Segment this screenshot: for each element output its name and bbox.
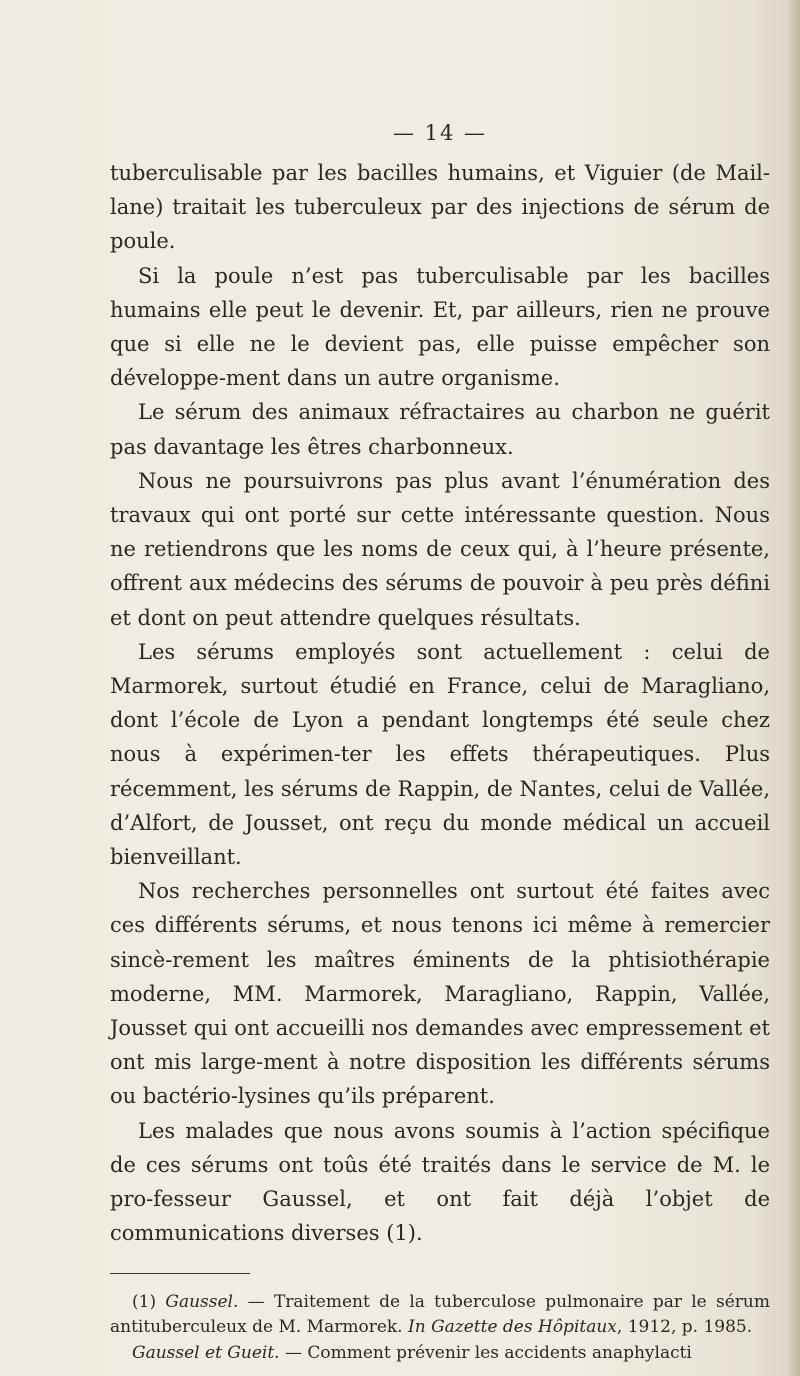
footnote-author: Gaussel et Gueit. [132, 1342, 280, 1363]
footnote-text: — Traitement de la tuberculose pulmonaire par le sérum antituberculeux de M. Marmorek. [110, 1291, 770, 1337]
paragraph-2: Si la poule n’est pas tuberculisable par les bacilles humains elle peut le devenir. Et, par ailleurs, rien ne prouve que si elle ne le devient pas, elle puisse empêcher son développe-ment dans un autre organisme. [110, 263, 770, 391]
paragraph-7: Les malades que nous avons soumis à l’action spécifique de ces sérums ont toûs été traités dans le service de M. le pro-fesseur Gaussel, et ont fait déjà l’objet de communications diverses (1). [110, 1118, 770, 1246]
body-text [110, 156, 770, 1251]
footnote-divider [110, 1273, 250, 1274]
footnote-text: — Comment prévenir les accidents anaphylacti [279, 1342, 692, 1363]
footnote-1 [110, 1290, 770, 1341]
page-number: — 14 — [392, 121, 488, 145]
footnote-author: Gaussel. [165, 1291, 239, 1312]
paragraph-1: tuberculisable par les bacilles humains, et Viguier (de Mail-lane) traitait les tuberculeux par des injections de sérum de poule. [110, 161, 770, 254]
footnote-2 [110, 1341, 770, 1367]
paragraph-4: Nous ne poursuivrons pas plus avant l’énumération des travaux qui ont porté sur cette intéressante question. Nous ne retiendrons que les noms de ceux qui, à l’heure présente, offrent aux médecins des sérums de pouvoir à peu près défini et dont on peut attendre quelques résultats. [110, 468, 770, 630]
footnote-tail: , 1912, p. 1985. [616, 1317, 753, 1337]
page-edge-shadow [786, 0, 800, 1376]
text-block [110, 118, 770, 1366]
paragraph-5: Les sérums employés sont actuellement : celui de Marmorek, surtout étudié en France, celui de Maragliano, dont l’école de Lyon a pendant longtemps été seule chez nous à expérimen-ter les effets thérapeutiques. Plus récemment, les sérums de Rappin, de Nantes, celui de Vallée, d’Alfort, de Jousset, ont reçu du monde médical un accueil bienveillant. [110, 639, 770, 870]
footnotes [110, 1290, 770, 1367]
footnote-source: In Gazette des Hôpitaux [408, 1317, 617, 1337]
paragraph-6: Nos recherches personnelles ont surtout été faites avec ces différents sérums, et nous tenons ici même à remercier sincè-rement les maîtres éminents de la phtisiothérapie moderne, MM. Marmorek, Maragliano, Rappin, Vallée, Jousset qui ont accueilli nos demandes avec empressement et ont mis large-ment à notre disposition les différents sérums ou bactério-lysines qu’ils préparent. [110, 879, 770, 1109]
paragraph-3: Le sérum des animaux réfractaires au charbon ne guérit pas davantage les êtres charbonneux. [110, 400, 770, 459]
footnote-marker: (1) [132, 1291, 157, 1312]
